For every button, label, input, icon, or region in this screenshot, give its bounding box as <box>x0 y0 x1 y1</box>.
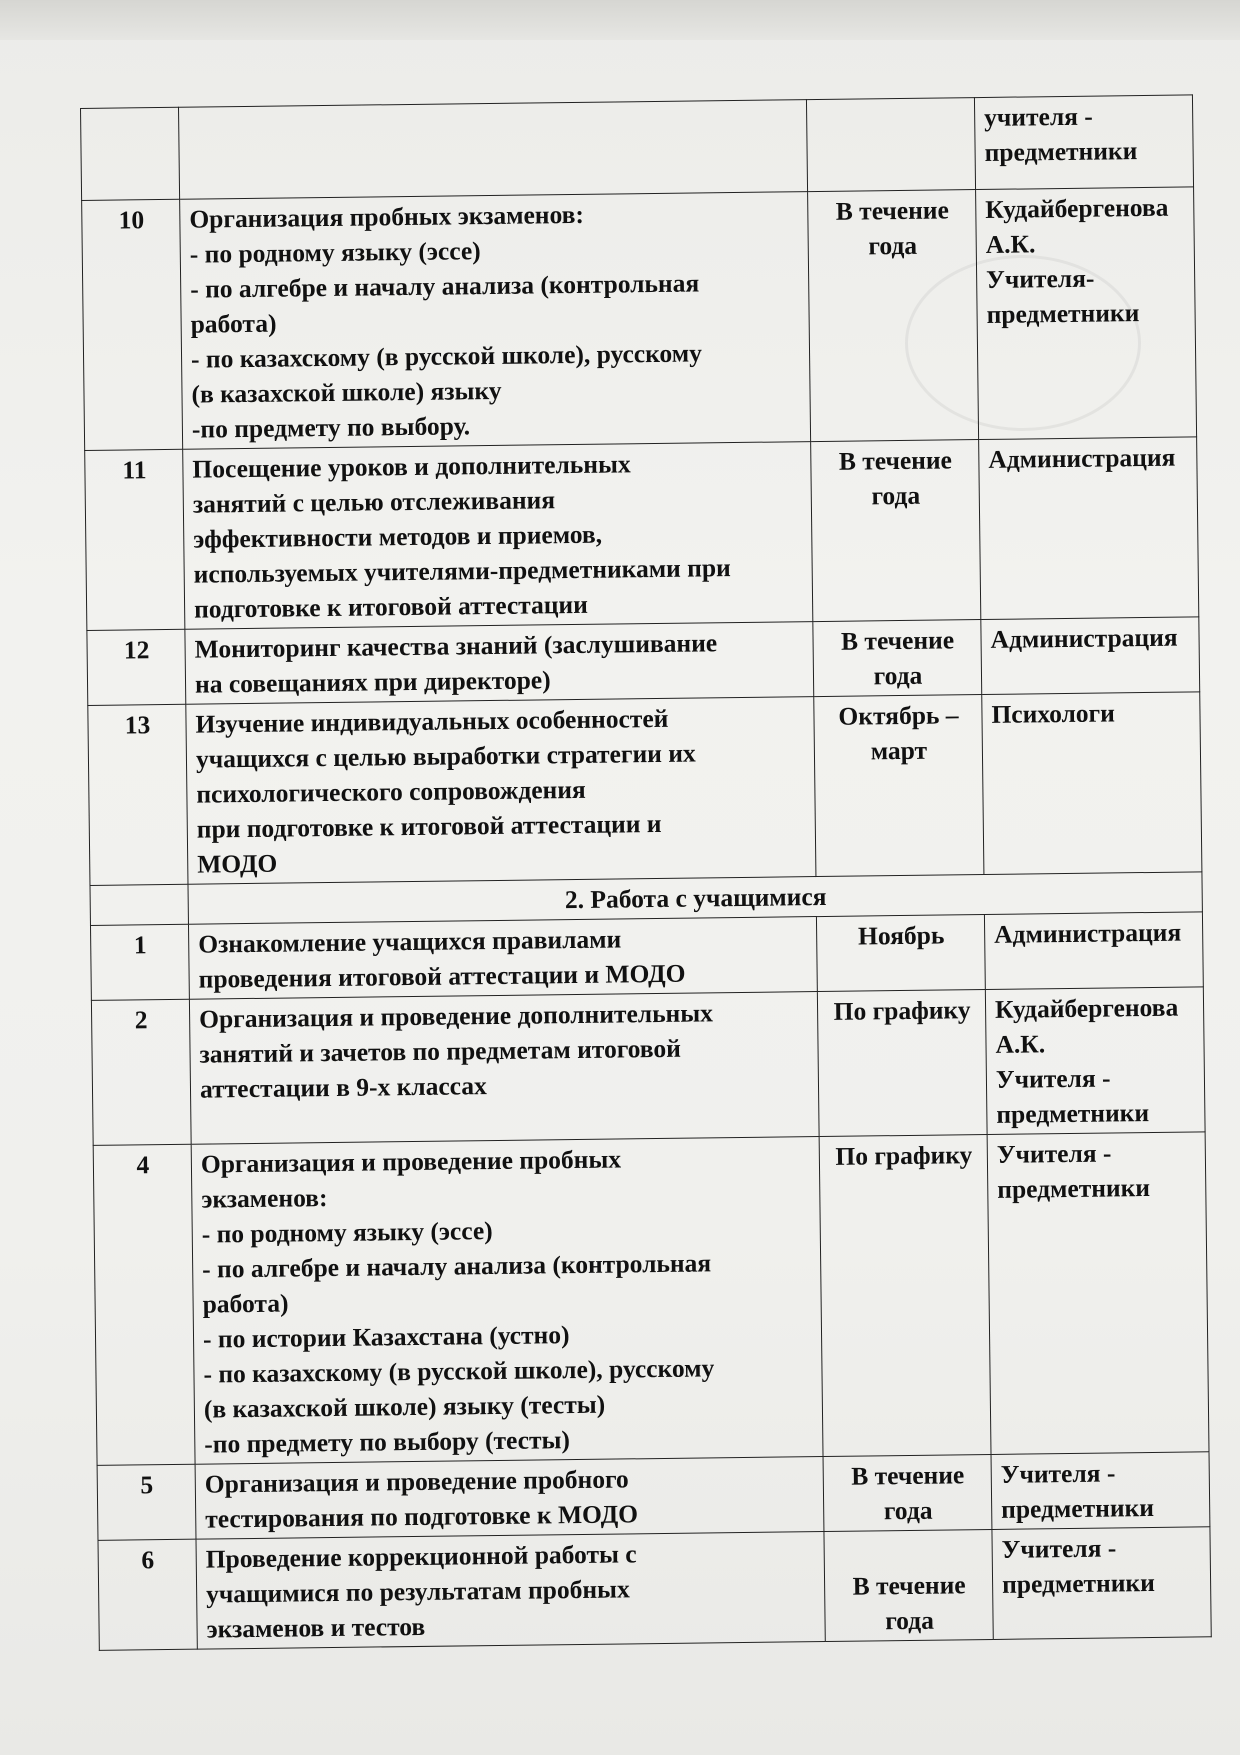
content-line: Проведение коррекционной работы с <box>205 1539 637 1574</box>
table-row <box>85 437 1199 631</box>
row-content-cell <box>183 442 813 630</box>
content-line: - по родному языку (эссе) <box>201 1216 493 1249</box>
table-row <box>98 1527 1211 1651</box>
content-line: Изучение индивидуальных особенностей <box>195 703 669 739</box>
content-line: занятий с целью отслеживания <box>192 485 556 519</box>
responsible-line: предметники <box>997 1173 1151 1204</box>
content-line: учащимися по результатам пробных <box>205 1574 630 1609</box>
due-line: Ноябрь <box>857 920 945 951</box>
responsible-line: Психологи <box>991 698 1116 729</box>
responsible-line: учителя - <box>984 101 1093 132</box>
content-line: занятий и зачетов по предметам итоговой <box>199 1033 682 1069</box>
section-title: 2. Работа с учащимися <box>188 872 1202 924</box>
due-line: года <box>885 1605 935 1636</box>
responsible-line: предметники <box>1001 1492 1155 1524</box>
responsible-line: Учителя - <box>1000 1458 1116 1489</box>
responsible-line: предметники <box>996 1098 1150 1129</box>
table-row <box>87 617 1200 706</box>
content-line: тестирования по подготовке к МОДО <box>205 1499 639 1534</box>
row-due-cell <box>824 1529 993 1641</box>
content-line: Посещение уроков и дополнительных <box>192 449 631 484</box>
table-row <box>91 987 1205 1146</box>
table-row <box>93 1132 1209 1466</box>
row-number-cell: 1 <box>90 924 189 1000</box>
responsible-line: Учителя - <box>995 1063 1111 1094</box>
row-content-cell <box>195 1457 824 1540</box>
content-line: Ознакомление учащихся правилами <box>198 924 622 959</box>
row-number-cell: 12 <box>87 629 186 705</box>
row-content-cell <box>189 992 819 1145</box>
row-number-cell: 2 <box>91 999 191 1145</box>
row-responsible-cell <box>981 617 1200 695</box>
responsible-line: Администрация <box>988 442 1176 474</box>
row-number-cell: 5 <box>97 1464 196 1540</box>
content-line: - по истории Казахстана (устно) <box>202 1320 570 1354</box>
row-responsible-cell <box>992 1527 1211 1640</box>
content-line: проведения итоговой аттестации и МОДО <box>198 958 686 994</box>
row-number-cell: 6 <box>98 1539 197 1650</box>
scan-top-edge <box>0 0 1240 40</box>
due-line: года <box>868 230 918 261</box>
content-line: подготовке к итоговой аттестации <box>193 589 588 624</box>
due-line: года <box>873 660 923 691</box>
content-line: эффективности методов и приемов, <box>193 519 603 554</box>
row-due-cell <box>814 695 984 877</box>
row-content-cell <box>191 1137 823 1465</box>
responsible-line: Учителя - <box>1001 1533 1117 1564</box>
table-row-continuation <box>81 95 1194 201</box>
responsible-line: Кудайбергенова <box>994 992 1179 1024</box>
content-line: - по казахскому (в русской школе), русскому <box>203 1353 715 1389</box>
table-row <box>97 1452 1210 1541</box>
content-line: Организация и проведение пробных <box>200 1144 622 1179</box>
content-line: при подготовке к итоговой аттестации и <box>196 808 662 844</box>
content-line: МОДО <box>197 848 278 879</box>
content-line: Мониторинг качества знаний (заслушивание <box>194 628 718 664</box>
row-due-cell <box>808 190 979 442</box>
due-line <box>833 1532 983 1569</box>
content-line: (в казахской школе) языку (тесты) <box>203 1389 606 1424</box>
due-line: В течение <box>851 1460 965 1491</box>
row-responsible-cell <box>985 987 1205 1135</box>
content-line: экзаменов и тестов <box>206 1611 426 1644</box>
table-row <box>82 187 1197 451</box>
row-number-cell: 10 <box>82 199 183 450</box>
responsible-line: Кудайбергенова <box>985 192 1169 224</box>
responsible-line: предметники <box>984 136 1138 167</box>
row-responsible-cell <box>987 1132 1209 1455</box>
content-line: Организация и проведение дополнительных <box>198 998 714 1034</box>
responsible-line: предметники <box>1001 1567 1156 1599</box>
due-line: Октябрь – <box>838 700 959 731</box>
row-due-cell <box>813 620 982 697</box>
content-line: психологического сопровождения <box>196 774 586 809</box>
content-line: - по казахскому (в русской школе), русскому <box>190 338 703 374</box>
responsible-line: А.К. <box>995 1029 1046 1059</box>
row-responsible-cell <box>979 437 1199 620</box>
row-responsible-cell <box>974 95 1193 190</box>
row-responsible-cell <box>991 1452 1210 1530</box>
row-due-cell <box>817 990 987 1137</box>
row-due-cell <box>811 440 981 622</box>
table-row <box>88 692 1202 886</box>
due-line: года <box>871 480 921 511</box>
due-line: В течение <box>852 1570 966 1601</box>
due-line: март <box>870 735 928 766</box>
due-line: В течение <box>835 195 949 226</box>
content-line: - по родному языку (эссе) <box>189 236 481 269</box>
content-line: Организация и проведение пробного <box>204 1464 629 1499</box>
row-due-cell <box>823 1454 992 1531</box>
due-line: По графику <box>835 1140 973 1171</box>
table-row <box>90 912 1203 1001</box>
row-number-cell: 11 <box>85 449 185 630</box>
action-plan-table <box>80 94 1212 1650</box>
content-line: используемых учителями-предметниками при <box>193 553 731 589</box>
content-line: работа) <box>190 308 277 339</box>
row-responsible-cell <box>984 912 1203 990</box>
content-line: аттестации в 9-х классах <box>199 1071 487 1104</box>
row-responsible-cell <box>982 692 1202 875</box>
section-number-cell <box>90 884 188 925</box>
content-line: - по алгебре и началу анализа (контрольная <box>190 268 700 304</box>
row-content-cell <box>186 697 816 885</box>
responsible-line: предметники <box>986 298 1140 329</box>
row-due-cell <box>819 1134 991 1456</box>
table-body <box>81 95 1212 1650</box>
row-number-cell: 4 <box>93 1144 195 1465</box>
responsible-line: Учителя- <box>985 263 1095 294</box>
due-line: По графику <box>833 995 971 1026</box>
due-line: года <box>883 1495 933 1526</box>
row-number-cell <box>81 107 180 200</box>
row-content-cell <box>196 1532 825 1650</box>
responsible-line: Администрация <box>993 917 1182 949</box>
row-content-cell <box>188 917 817 1000</box>
row-number-cell: 13 <box>88 704 188 885</box>
content-line: (в казахской школе) языку <box>191 375 502 409</box>
content-line: учащихся с целью выработки стратегии их <box>195 738 696 774</box>
content-line: - по алгебре и началу анализа (контрольная <box>202 1248 712 1284</box>
responsible-line: Администрация <box>990 622 1178 654</box>
content-line: -по предмету по выбору (тесты) <box>204 1425 571 1459</box>
responsible-line: А.К. <box>985 229 1036 259</box>
due-line: В течение <box>838 445 953 476</box>
content-line: -по предмету по выбору. <box>191 411 471 444</box>
row-responsible-cell <box>976 187 1197 440</box>
row-due-cell <box>806 98 975 192</box>
row-content-cell <box>185 622 814 705</box>
row-due-cell <box>816 915 985 992</box>
content-line: на совещаниях при директоре) <box>194 665 551 699</box>
responsible-line: Учителя - <box>996 1138 1112 1169</box>
row-content-cell <box>178 100 807 200</box>
due-line: В течение <box>840 625 955 656</box>
content-line: Организация пробных экзаменов: <box>189 199 585 234</box>
content-line: экзаменов: <box>201 1183 328 1214</box>
content-line: работа) <box>202 1288 289 1319</box>
row-content-cell <box>180 192 811 450</box>
